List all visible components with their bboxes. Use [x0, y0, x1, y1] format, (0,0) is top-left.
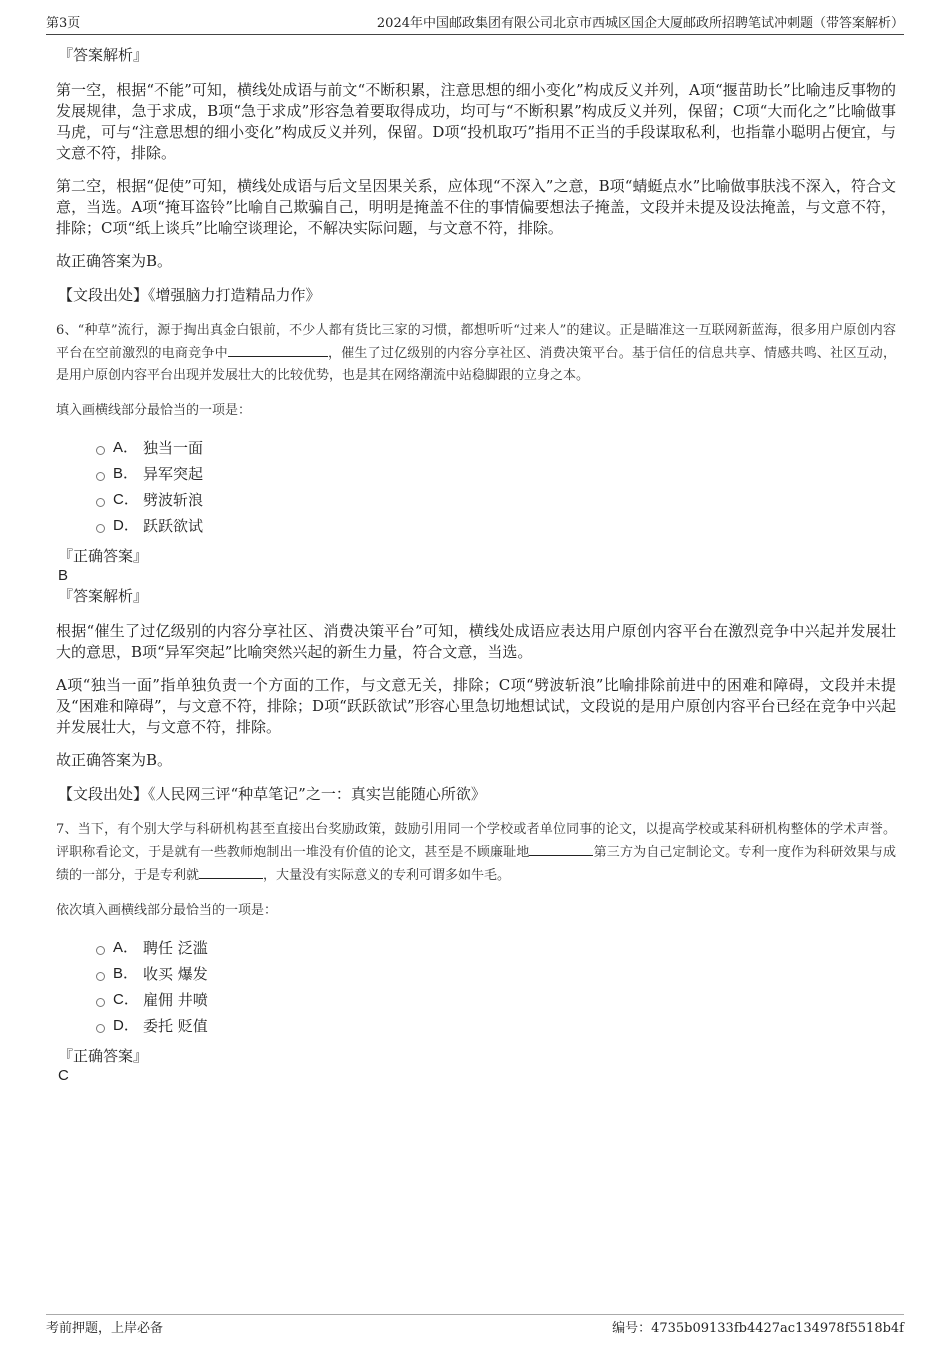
q6-prompt: 填入画横线部分最恰当的一项是： — [56, 403, 252, 418]
q6-correct-tag: 『正确答案』 — [58, 547, 149, 565]
page-header — [46, 16, 904, 35]
q5-analysis-paragraph-2: 第二空，根据“促使”可知，横线处成语与后文呈因果关系，应体现“不深入”之意，B项“蜻蜓点水”比喻做事肤浅不深入，符合文意，当选。A项“掩耳盗铃”比喻自己欺骗自己，明明是掩盖不住的事情偏要想法子掩盖，文段并未提及设法掩盖，与文意不符，排除；C项“纸上谈兵”比喻空谈理论，不解决实际问题，与文意不符，排除。 — [56, 177, 896, 237]
document-title: 2024年中国邮政集团有限公司北京市西城区国企大厦邮政所招聘笔试冲刺题（带答案解析） — [376, 16, 904, 31]
q6-analysis-paragraph-1: 根据“催生了过亿级别的内容分享社区、消费决策平台”可知，横线处成语应表达用户原创内容平台在激烈竞争中兴起并发展壮大的意思，B项“异军突起”比喻突然兴起的新生力量，符合文意，当选。 — [56, 622, 896, 661]
q7-correct-answer: C — [58, 1067, 69, 1084]
q7-blank-2 — [199, 864, 263, 879]
q6-blank — [228, 342, 328, 357]
q6-source: 【文段出处】《人民网三评“种草笔记”之一：真实岂能随心所欲》 — [58, 785, 486, 803]
q7-option-d[interactable]: D． 委托 贬值 — [96, 1013, 896, 1039]
q7-blank-1 — [529, 841, 593, 856]
q6-analysis-tag: 『答案解析』 — [58, 587, 149, 605]
q6-text: 6、“种草”流行，源于掏出真金白银前，不少人都有货比三家的习惯，都想听听“过来人”的建议。正是瞄准这一互联网新蓝海，很多用户原创内容平台在空前激烈的电商竞争中 ，催生了过亿级别的内容分享社区、消费决策平台。基于信任的信息共享、情感共鸣、社区互动，是用户原创内容平台出现并发展壮大的比较优势，也是其在网络潮流中站稳脚跟的立身之本。 — [56, 323, 896, 383]
q7-correct-tag: 『正确答案』 — [58, 1047, 149, 1065]
radio-icon[interactable] — [96, 472, 105, 481]
q5-conclusion: 故正确答案为B。 — [56, 252, 173, 270]
document-id: 编号：4735b09133fb4427ac134978f5518b4f — [612, 1321, 904, 1336]
q7-option-c[interactable]: C． 雇佣 井喷 — [96, 987, 896, 1013]
q6-option-b[interactable]: B． 异军突起 — [96, 461, 896, 487]
q7-options — [96, 935, 896, 1039]
page-content — [56, 44, 896, 1085]
page-number: 第3页 — [46, 16, 81, 31]
q6-conclusion: 故正确答案为B。 — [56, 751, 173, 769]
q7-option-a[interactable]: A． 聘任 泛滥 — [96, 935, 896, 961]
q7-prompt: 依次填入画横线部分最恰当的一项是： — [56, 903, 278, 918]
q6-correct-answer: B — [58, 567, 69, 584]
radio-icon[interactable] — [96, 524, 105, 533]
q6-option-c[interactable]: C． 劈波斩浪 — [96, 487, 896, 513]
radio-icon[interactable] — [96, 446, 105, 455]
q6-option-a[interactable]: A． 独当一面 — [96, 435, 896, 461]
footer-slogan: 考前押题，上岸必备 — [46, 1321, 164, 1336]
q5-analysis-tag: 『答案解析』 — [58, 46, 149, 64]
radio-icon[interactable] — [96, 1024, 105, 1033]
radio-icon[interactable] — [96, 946, 105, 955]
page-footer — [46, 1314, 904, 1336]
q6-options — [96, 435, 896, 539]
question-7 — [56, 819, 896, 1085]
radio-icon[interactable] — [96, 498, 105, 507]
q7-text: 7、当下，有个别大学与科研机构甚至直接出台奖励政策，鼓励引用同一个学校或者单位同事的论文，以提高学校或某科研机构整体的学术声誉。评职称看论文，于是就有一些教师炮制出一堆没有价值的论文，甚至是不顾廉耻地 第三方为自己定制论文。专利一度作为科研效果与成绩的一部分，于是专利就 ，大量没有实际意义的专利可谓多如牛毛。 — [56, 822, 896, 883]
q5-source: 【文段出处】《增强脑力打造精品力作》 — [58, 286, 321, 304]
question-6 — [56, 320, 896, 805]
radio-icon[interactable] — [96, 998, 105, 1007]
radio-icon[interactable] — [96, 972, 105, 981]
q7-option-b[interactable]: B． 收买 爆发 — [96, 961, 896, 987]
q5-analysis-paragraph-1: 第一空，根据“不能”可知，横线处成语与前文“不断积累，注意思想的细小变化”构成反义并列，A项“揠苗助长”比喻违反事物的发展规律，急于求成，B项“急于求成”形容急着要取得成功，均可与“不断积累”构成反义并列，保留；C项“大而化之”比喻做事马虎，可与“注意思想的细小变化”构成反义并列，保留。D项“投机取巧”指用不正当的手段谋取私利，也指靠小聪明占便宜，与文意不符，排除。 — [56, 81, 896, 162]
q6-option-d[interactable]: D． 跃跃欲试 — [96, 513, 896, 539]
q6-analysis-paragraph-2: A项“独当一面”指单独负责一个方面的工作，与文意无关，排除；C项“劈波斩浪”比喻排除前进中的困难和障碍，文段并未提及“困难和障碍”，与文意不符，排除；D项“跃跃欲试”形容心里急切地想试试，文段说的是用户原创内容平台已经在竞争中兴起并发展壮大，与文意不符，排除。 — [56, 676, 896, 736]
